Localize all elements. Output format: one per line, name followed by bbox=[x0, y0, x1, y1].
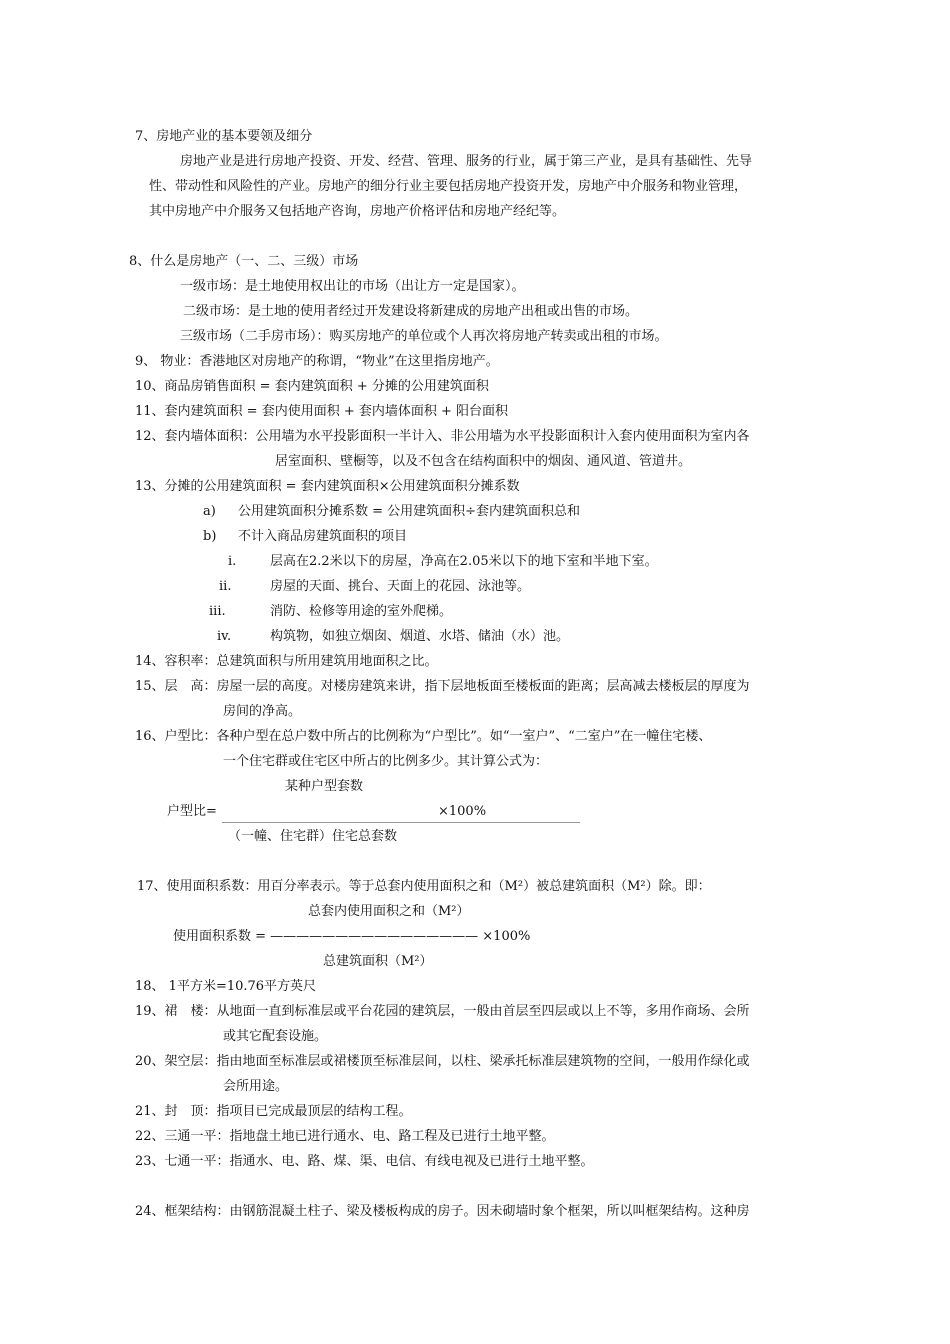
list-marker: iv. bbox=[217, 629, 232, 644]
fraction-bar bbox=[222, 822, 580, 823]
formula-times: ×100% bbox=[438, 804, 487, 819]
section-18: 18、 1平方米=10.76平方英尺 bbox=[135, 979, 317, 994]
section-7-paragraph-line: 房地产业是进行房地产投资、开发、经营、管理、服务的行业，属于第三产业，是具有基础性、先导 bbox=[180, 154, 753, 169]
section-7-heading: 7、房地产业的基本要领及细分 bbox=[135, 129, 313, 144]
section-12-line: 12、套内墙体面积：公用墙为水平投影面积一半计入、非公用墙为水平投影面积计入套内使用面积为室内各 bbox=[135, 429, 750, 444]
formula-lhs: 户型比= bbox=[167, 804, 217, 819]
section-24-line: 24、框架结构：由钢筋混凝土柱子、梁及楼板构成的房子。因未砌墙时象个框架，所以叫框架结构。这种房 bbox=[135, 1204, 750, 1219]
section-12-line: 居室面积、壁橱等，以及不包含在结构面积中的烟囱、通风道、管道井。 bbox=[275, 454, 692, 469]
section-9: 9、 物业：香港地区对房地产的称谓，“物业”在这里指房地产。 bbox=[135, 354, 499, 369]
formula-expression: 使用面积系数 = ———————————————— ×100% bbox=[173, 929, 531, 944]
sub-item-text: 公用建筑面积分摊系数 = 公用建筑面积÷套内建筑面积总和 bbox=[238, 504, 581, 519]
section-20-line: 20、架空层：指由地面至标准层或裙楼顶至标准层间，以柱、梁承托标准层建筑物的空间，一般用作绿化或 bbox=[135, 1054, 750, 1069]
formula-denominator: （一幢、住宅群）住宅总套数 bbox=[228, 829, 398, 844]
section-16-line: 16、户型比：各种户型在总户数中所占的比例称为“户型比”。如“一室户”、“二室户”在一幢住宅楼、 bbox=[135, 729, 712, 744]
list-marker: i. bbox=[228, 554, 237, 569]
list-marker: ii. bbox=[219, 579, 232, 594]
primary-market-line: 一级市场：是土地使用权出让的市场（出让方一定是国家）。 bbox=[180, 279, 525, 294]
section-16-line: 一个住宅群或住宅区中所占的比例多少。其计算公式为： bbox=[223, 754, 549, 769]
section-15-line: 15、层 高：房屋一层的高度。对楼房建筑来讲，指下层地板面至楼板面的距离；层高减去楼板层的厚度为 bbox=[135, 679, 750, 694]
section-22: 22、三通一平：指地盘土地已进行通水、电、路工程及已进行土地平整。 bbox=[135, 1129, 555, 1144]
secondary-market-line: 二级市场：是土地的使用者经过开发建设将新建成的房地产出租或出售的市场。 bbox=[183, 304, 639, 319]
formula-denominator: 总建筑面积（M²） bbox=[323, 954, 433, 969]
tertiary-market-line: 三级市场（二手房市场）：购买房地产的单位或个人再次将房地产转卖或出租的市场。 bbox=[180, 329, 668, 344]
list-marker: b) bbox=[203, 529, 217, 544]
list-item-text: 层高在2.2米以下的房屋，净高在2.05米以下的地下室和半地下室。 bbox=[270, 554, 658, 569]
section-20-line: 会所用途。 bbox=[223, 1079, 289, 1094]
formula-numerator: 总套内使用面积之和（M²） bbox=[308, 904, 470, 919]
section-19-line: 19、裙 楼：从地面一直到标准层或平台花园的建筑层，一般由首层至四层或以上不等，多用作商场、会所 bbox=[135, 1004, 750, 1019]
section-8-heading: 8、什么是房地产（一、二、三级）市场 bbox=[129, 254, 359, 269]
section-7-paragraph-line: 其中房地产中介服务又包括地产咨询，房地产价格评估和房地产经纪等。 bbox=[149, 204, 566, 219]
list-item-text: 房屋的天面、挑台、天面上的花园、泳池等。 bbox=[270, 579, 531, 594]
list-marker: a) bbox=[203, 504, 216, 519]
section-17-line: 17、使用面积系数：用百分率表示。等于总套内使用面积之和（M²）被总建筑面积（M²）除。即： bbox=[137, 879, 711, 894]
list-marker: iii. bbox=[209, 604, 226, 619]
section-11: 11、套内建筑面积 = 套内使用面积 + 套内墙体面积 + 阳台面积 bbox=[135, 404, 509, 419]
section-13-heading: 13、分摊的公用建筑面积 = 套内建筑面积×公用建筑面积分摊系数 bbox=[135, 479, 520, 494]
section-15-line: 房间的净高。 bbox=[223, 704, 302, 719]
formula-numerator: 某种户型套数 bbox=[285, 779, 364, 794]
list-item-text: 消防、检修等用途的室外爬梯。 bbox=[270, 604, 453, 619]
section-7-paragraph-line: 性、带动性和风险性的产业。房地产的细分行业主要包括房地产投资开发，房地产中介服务和物业管理， bbox=[149, 179, 748, 194]
section-10: 10、商品房销售面积 = 套内建筑面积 + 分摊的公用建筑面积 bbox=[135, 379, 489, 394]
section-23: 23、七通一平：指通水、电、路、煤、渠、电信、有线电视及已进行土地平整。 bbox=[135, 1154, 594, 1169]
list-item-text: 构筑物，如独立烟囱、烟道、水塔、储油（水）池。 bbox=[270, 629, 570, 644]
section-19-line: 或其它配套设施。 bbox=[223, 1029, 328, 1044]
section-21: 21、封 顶：指项目已完成最顶层的结构工程。 bbox=[135, 1104, 412, 1119]
section-14: 14、容积率：总建筑面积与所用建筑用地面积之比。 bbox=[135, 654, 438, 669]
sub-item-text: 不计入商品房建筑面积的项目 bbox=[238, 529, 408, 544]
